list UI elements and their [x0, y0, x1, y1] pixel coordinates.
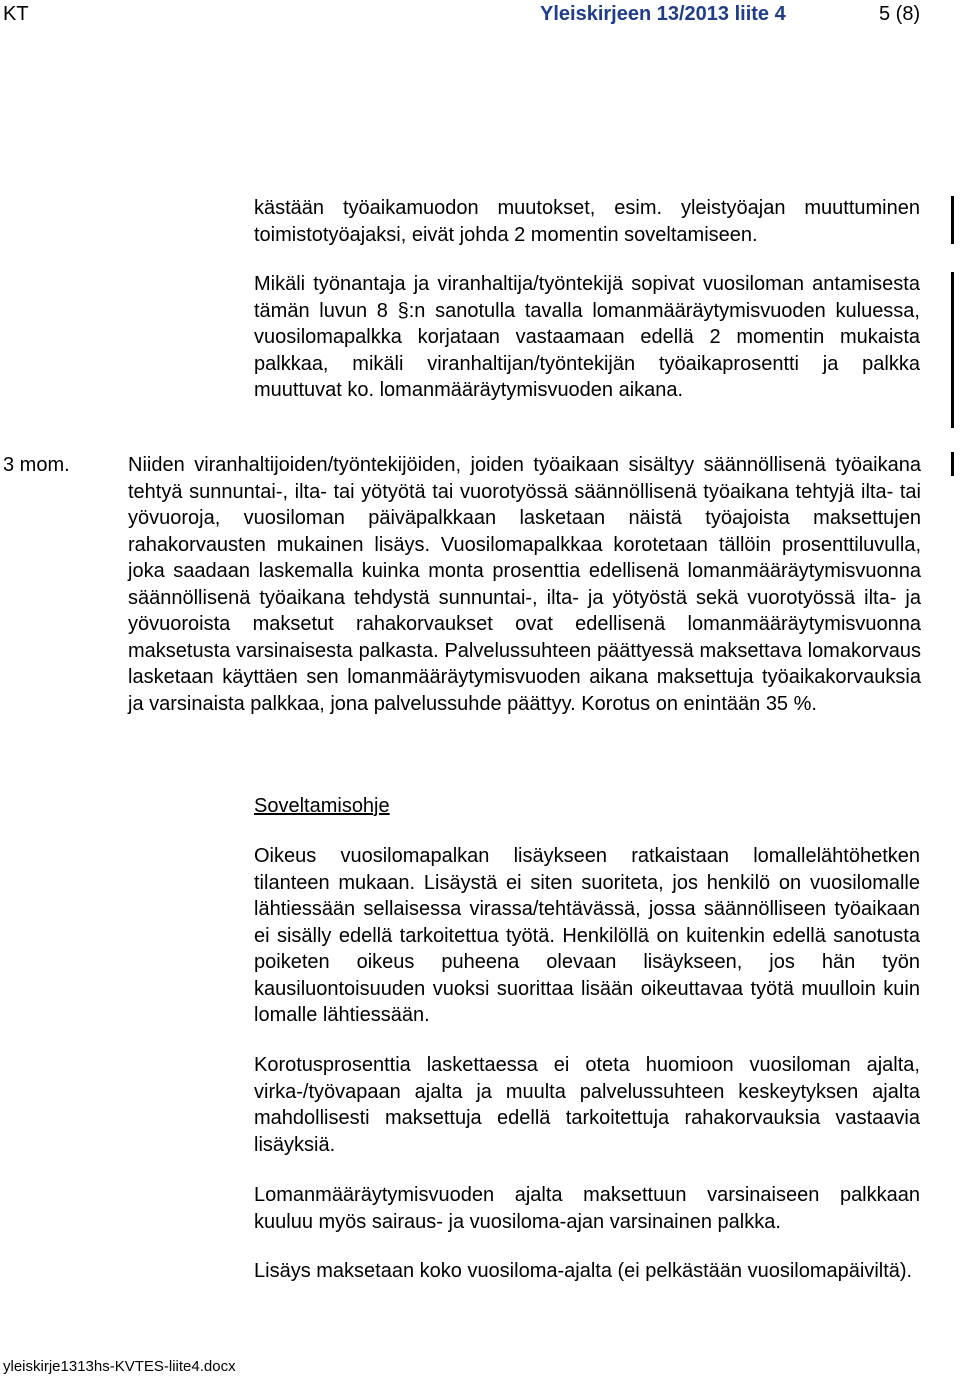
page-number: 5 (8): [879, 3, 921, 25]
paragraph-7: Lisäys maksetaan koko vuosiloma-ajalta (ei pelkästään vuosilomapäiviltä).: [254, 1260, 913, 1282]
header-left-text: KT: [3, 3, 29, 25]
footer-filename: yleiskirje1313hs-KVTES-liite4.docx: [3, 1358, 236, 1375]
paragraph-4: Oikeus vuosilomapalkan lisäykseen ratkaistaan lomallelähtöhetken tilanteen mukaan. Lisäystä ei siten suoriteta, jos henkilö on vuosilomalle lähtiessään sellaisessa virassa/tehtävässä, jossa säännölliseen työaikaan ei sisälly edellä tarkoitettua työtä. Henkilöllä on kuitenkin edellä sanotusta poiketen oikeus puheena olevaan lisäykseen, jos hän työn kausiluontoisuuden vuoksi suorittaa lisään oikeuttavaa työtä muulloin kuin lomalle lähtiessään.: [254, 845, 920, 1026]
paragraph-6: Lomanmääräytymisvuoden ajalta maksettuun varsinaiseen palkkaan kuuluu myös sairaus- ja vuosiloma-ajan varsinainen palkka.: [254, 1184, 920, 1233]
document-title: Yleiskirjeen 13/2013 liite 4: [540, 3, 786, 25]
section-heading: Soveltamisohje: [254, 795, 390, 817]
change-bar: [951, 196, 954, 244]
paragraph-5: Korotusprosenttia laskettaessa ei oteta huomioon vuosiloman ajalta, virka-/työvapaan ajalta ja muulta palvelussuhteen keskeytyksen ajalta mahdollisesti maksettuja edellä tarkoitettuja rahakorvauksia vastaavia lisäyksiä.: [254, 1054, 920, 1156]
moment-label: 3 mom.: [3, 454, 70, 476]
paragraph-2: Mikäli työnantaja ja viranhaltija/työntekijä sopivat vuosiloman antamisesta tämän luvun 8 §:n sanotulla tavalla lomanmääräytymisvuoden kuluessa, vuosilomapalkka korjataan vastaamaan edellä 2 momentin mukaista palkkaa, mikäli viranhaltijan/työntekijän työaikaprosentti ja palkka muuttuvat ko. lomanmääräytymisvuoden aikana.: [254, 273, 920, 401]
paragraph-1: kästään työaikamuodon muutokset, esim. yleistyöajan muuttuminen toimistotyöajaksi, eivät johda 2 momentin soveltamiseen.: [254, 197, 920, 246]
change-bar: [951, 452, 954, 476]
paragraph-3: Niiden viranhaltijoiden/työntekijöiden, joiden työaikaan sisältyy säännöllisenä työaikana tehtyä sunnuntai-, ilta- tai yötyötä tai vuorotyössä säännöllisenä työaikana tehtyjä ilta- tai yövuoroja, vuosiloman päiväpalkkaan lasketaan näistä työajoista maksettujen rahakorvausten mukainen lisäys. Vuosilomapalkkaa korotetaan tällöin prosenttiluvulla, joka saadaan laskemalla kuinka monta prosenttia edellisenä lomanmääräytymisvuonna säännöllisenä työaikana tehdystä sunnuntai-, ilta- ja yötyöstä sekä vuorotyössä ilta- ja yövuoroista maksetut rahakorvaukset ovat edellisenä lomanmääräytymisvuonna maksetusta varsinaisesta palkasta. Palvelussuhteen päättyessä maksettava lomakorvaus lasketaan käyttäen sen lomanmääräytymisvuoden aikana maksettuja työaikakorvauksia ja varsinaista palkkaa, jona palvelussuhde päättyy. Korotus on enintään 35 %.: [128, 454, 921, 715]
change-bar: [951, 272, 954, 428]
